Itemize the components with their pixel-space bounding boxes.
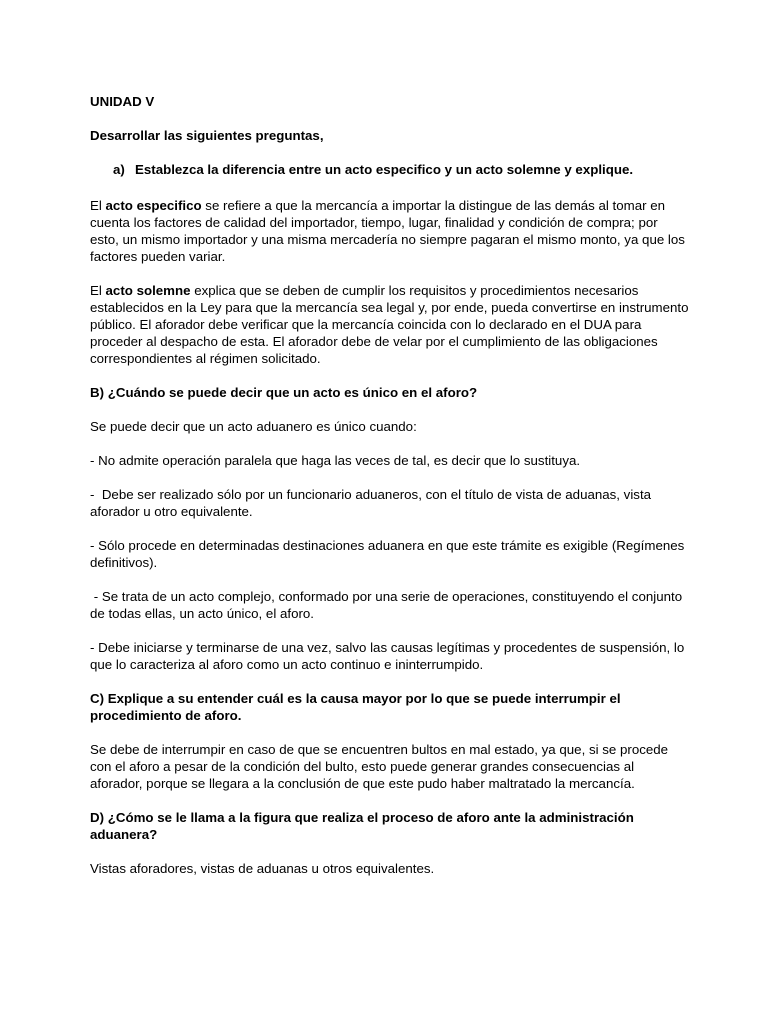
answer-a1-lead: El <box>90 198 106 213</box>
answer-a2-lead: El <box>90 283 106 298</box>
answer-a1-rest: se refiere a que la mercancía a importar la distingue de las demás al tomar en cuenta los factores de calidad del importador, tiempo, lugar, finalidad y condición de compra; por esto, un mismo importador y una misma mercadería no siempre pagaran el mismo monto, ya que los factores pueden variar. <box>90 198 685 264</box>
answer-a1-term: acto especifico <box>105 198 202 213</box>
answer-b-point-3: - Sólo procede en determinadas destinaciones aduanera en que este trámite es exigible (Regímenes definitivos). <box>90 538 685 570</box>
question-a-text: Establezca la diferencia entre un acto especifico y un acto solemne y explique. <box>135 162 634 177</box>
answer-a2-rest: explica que se deben de cumplir los requisitos y procedimientos necesarios establecidos en la Ley para que la mercancía sea legal y, por ende, pueda convertirse en instrumento público. El aforador debe verificar que la mercancía coincida con lo declarado en el DUA para proceder al despacho de esta. El aforador debe de velar por el cumplimiento de las obligaciones correspondientes al régimen solicitado. <box>90 283 689 366</box>
question-a-letter: a) <box>113 162 125 177</box>
answer-a2-term: acto solemne <box>105 283 191 298</box>
unit-title: UNIDAD V <box>90 94 155 109</box>
question-d: D) ¿Cómo se le llama a la figura que realiza el proceso de aforo ante la administración aduanera? <box>90 810 634 842</box>
answer-b-point-2: - Debe ser realizado sólo por un funcionario aduaneros, con el título de vista de aduanas, vista aforador u otro equivalente. <box>90 487 655 519</box>
answer-b-point-1: - No admite operación paralela que haga las veces de tal, es decir que lo sustituya. <box>90 453 581 468</box>
answer-b-point-5: - Debe iniciarse y terminarse de una vez, salvo las causas legítimas y procedentes de suspensión, lo que lo caracteriza al aforo como un acto continuo e ininterrumpido. <box>90 640 685 672</box>
answer-b-intro: Se puede decir que un acto aduanero es único cuando: <box>90 419 417 434</box>
question-b: B) ¿Cuándo se puede decir que un acto es único en el aforo? <box>90 385 478 400</box>
question-a <box>113 161 690 178</box>
answer-a-paragraph-1 <box>90 197 690 265</box>
answer-c: Se debe de interrumpir en caso de que se encuentren bultos en mal estado, ya que, si se procede con el aforo a pesar de la condición del bulto, esto puede generar grandes consecuencias al aforador, porque se llegara a la conclusión de que este pudo haber maltratado la mercancía. <box>90 742 669 791</box>
question-c: C) Explique a su entender cuál es la causa mayor por lo que se puede interrumpir el procedimiento de aforo. <box>90 691 621 723</box>
instructions-heading: Desarrollar las siguientes preguntas, <box>90 128 324 143</box>
answer-b-point-4: - Se trata de un acto complejo, conformado por una serie de operaciones, constituyendo el conjunto de todas ellas, un acto único, el aforo. <box>90 589 686 621</box>
answer-d: Vistas aforadores, vistas de aduanas u otros equivalentes. <box>90 861 435 876</box>
answer-a-paragraph-2 <box>90 282 690 367</box>
document-page <box>90 93 690 877</box>
